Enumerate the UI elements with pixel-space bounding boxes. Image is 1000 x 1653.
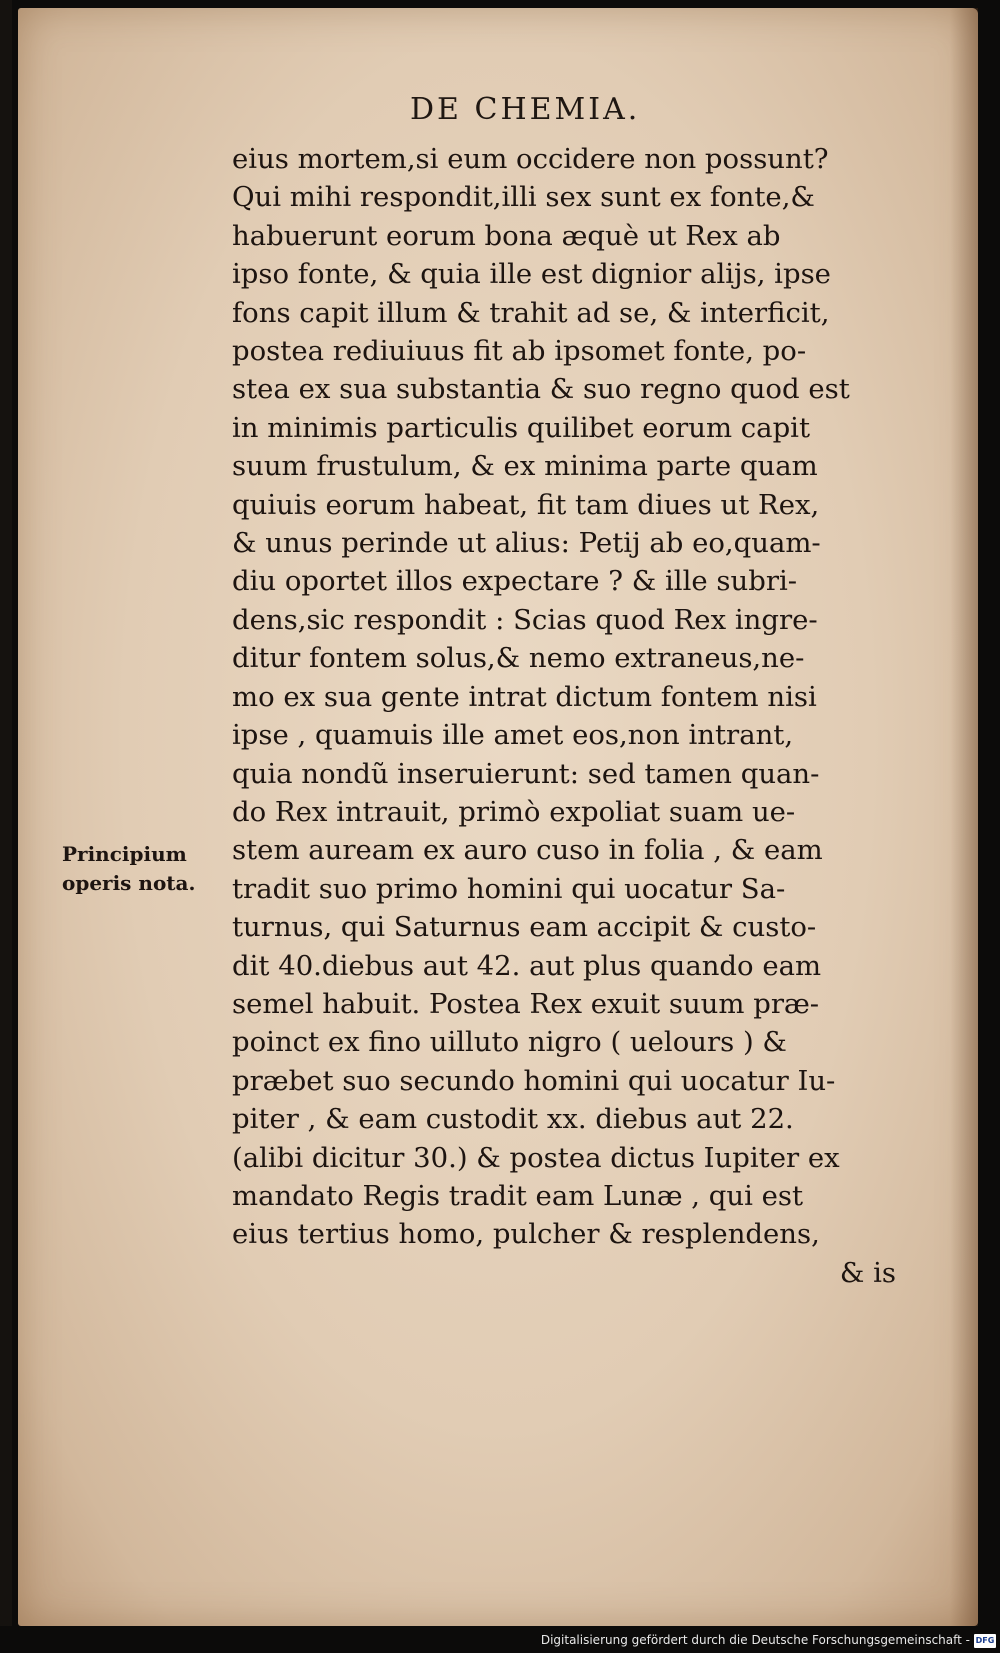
text-line: piter , & eam custodit xx. diebus aut 22. [232, 1103, 794, 1136]
text-line: stea ex sua substantia & suo regno quod est [232, 373, 850, 406]
text-line: ipso fonte, & quia ille est dignior alijs, ipse [232, 258, 831, 291]
text-line: turnus, qui Saturnus eam accipit & custo- [232, 911, 817, 944]
funding-credit: Digitalisierung gefördert durch die Deutsche Forschungsgemeinschaft - [540, 1633, 970, 1647]
text-line: dens,sic respondit : Scias quod Rex ingre- [232, 603, 818, 636]
page-edge-shading [950, 8, 978, 1626]
text-line: fons capit illum & trahit ad se, & interficit, [232, 296, 830, 329]
text-line: poinct ex fino uilluto nigro ( uelours ) & [232, 1026, 787, 1059]
text-line: do Rex intrauit, primò expoliat suam ue- [232, 795, 796, 828]
text-line: semel habuit. Postea Rex exuit suum præ- [232, 987, 820, 1020]
text-line: tradit suo primo homini qui uocatur Sa- [232, 872, 786, 905]
marginal-note-line: Principium [62, 842, 187, 866]
dfg-logo-icon: DFG [974, 1634, 996, 1648]
catchword: & is [839, 1256, 896, 1289]
footer-bar [0, 1626, 1000, 1653]
text-line: ditur fontem solus,& nemo extraneus,ne- [232, 642, 805, 675]
text-line: (alibi dicitur 30.) & postea dictus Iupiter ex [232, 1141, 840, 1174]
binding-shadow [0, 0, 12, 1626]
text-line: in minimis particulis quilibet eorum capit [232, 411, 811, 444]
text-line: dit 40.diebus aut 42. aut plus quando eam [232, 949, 822, 982]
text-line: diu oportet illos expectare ? & ille subri- [232, 565, 798, 598]
body-text [232, 140, 942, 1292]
text-line: mandato Regis tradit eam Lunæ , qui est [232, 1179, 804, 1212]
text-line: habuerunt eorum bona æquè ut Rex ab [232, 219, 781, 252]
text-line: stem auream ex auro cuso in folia , & eam [232, 834, 823, 867]
marginal-note [62, 840, 195, 898]
text-line: postea rediuiuus fit ab ipsomet fonte, po- [232, 335, 807, 368]
text-line: quiuis eorum habeat, fit tam diues ut Rex, [232, 488, 820, 521]
marginal-note-line: operis nota. [62, 871, 196, 895]
text-line: præbet suo secundo homini qui uocatur Iu- [232, 1064, 836, 1097]
text-line: eius mortem,si eum occidere non possunt? [232, 143, 829, 175]
text-line: & unus perinde ut alius: Petij ab eo,quam- [232, 527, 821, 560]
text-line: Qui mihi respondit,illi sex sunt ex fonte,& [232, 181, 815, 214]
text-line: quia nondũ inseruierunt: sed tamen quan- [232, 757, 820, 790]
text-line: suum frustulum, & ex minima parte quam [232, 450, 818, 483]
running-head: DE CHEMIA. [410, 92, 641, 127]
text-line: ipse , quamuis ille amet eos,non intrant, [232, 719, 794, 752]
text-line: mo ex sua gente intrat dictum fontem nisi [232, 680, 817, 713]
text-line: eius tertius homo, pulcher & resplendens, [232, 1218, 820, 1251]
